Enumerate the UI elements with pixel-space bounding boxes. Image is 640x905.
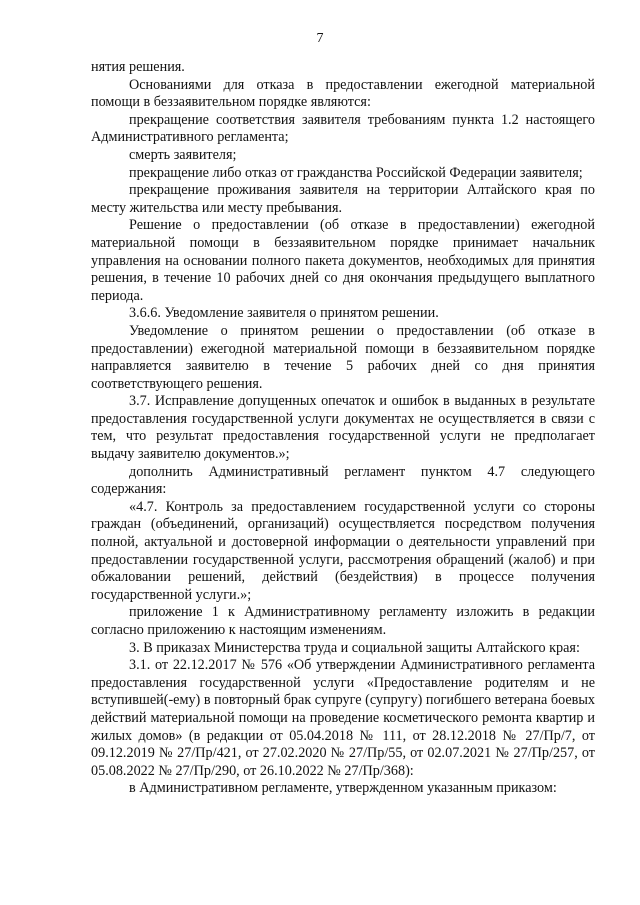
- paragraph: дополнить Административный регламент пунктом 4.7 следующего содержания:: [91, 463, 595, 498]
- paragraph: «4.7. Контроль за предоставлением государственной услуги со стороны граждан (объединений, организаций) осуществляется посредством получения полной, актуальной и достоверной информации о деятельности управлений при предоставлении государственной услуги, рассмотрения обращений (жалоб) и при обжаловании решений, действий (бездействия) в процессе получения государственной услуги.»;: [91, 498, 595, 603]
- paragraph: смерть заявителя;: [129, 146, 237, 163]
- paragraph: прекращение либо отказ от гражданства Российской Федерации заявителя;: [129, 164, 583, 181]
- document-body: [91, 59, 595, 798]
- paragraph: нятия решения.: [91, 59, 185, 75]
- paragraph: 3.7. Исправление допущенных опечаток и ошибок в выданных в результате предоставления государственной услуги документах не осуществляется в связи с тем, что результат предоставления государственной услуги не предполагает выдачу заявителю документов.»;: [91, 393, 595, 463]
- paragraph: 3. В приказах Министерства труда и социальной защиты Алтайского края:: [129, 639, 580, 656]
- paragraph: Основаниями для отказа в предоставлении ежегодной материальной помощи в беззаявительном порядке являются:: [91, 76, 595, 111]
- paragraph: прекращение соответствия заявителя требованиям пункта 1.2 настоящего Административного регламента;: [91, 111, 595, 146]
- section-heading: 3.6.6. Уведомление заявителя о принятом решении.: [129, 305, 439, 322]
- paragraph: Решение о предоставлении (об отказе в предоставлении) ежегодной материальной помощи в беззаявительном порядке принимает начальник управления на основании полного пакета документов, необходимых для принятия решения, в течение 10 рабочих дней со дня окончания предыдущего выплатного периода.: [91, 217, 595, 304]
- paragraph: прекращение проживания заявителя на территории Алтайского края по месту жительства или месту пребывания.: [91, 182, 595, 216]
- paragraph: 3.1. от 22.12.2017 № 576 «Об утверждении Административного регламента предоставления государственной услуги «Предоставление родителям и не вступившей(-ему) в повторный брак супруге (супругу) погибшего ветерана боевых действий материальной помощи на проведение косметического ремонта квартир и жилых домов» (в редакции от 05.04.2018 № 111, от 28.12.2018 № 27/Пр/7, от 09.12.2019 № 27/Пр/421, от 27.02.2020 № 27/Пр/55, от 02.07.2021 № 27/Пр/257, от 05.08.2022 № 27/Пр/290, от 26.10.2022 № 27/Пр/368):: [91, 657, 595, 779]
- paragraph: приложение 1 к Административному регламенту изложить в редакции согласно приложению к настоящим изменениям.: [91, 604, 595, 638]
- paragraph: Уведомление о принятом решении о предоставлении (об отказе в предоставлении) ежегодной материальной помощи в беззаявительном порядке направляется заявителю в течение 5 рабочих дней со дня принятия соответствующего решения.: [91, 322, 595, 392]
- paragraph: в Административном регламенте, утвержденном указанным приказом:: [129, 780, 557, 797]
- page-number: 7: [316, 31, 324, 46]
